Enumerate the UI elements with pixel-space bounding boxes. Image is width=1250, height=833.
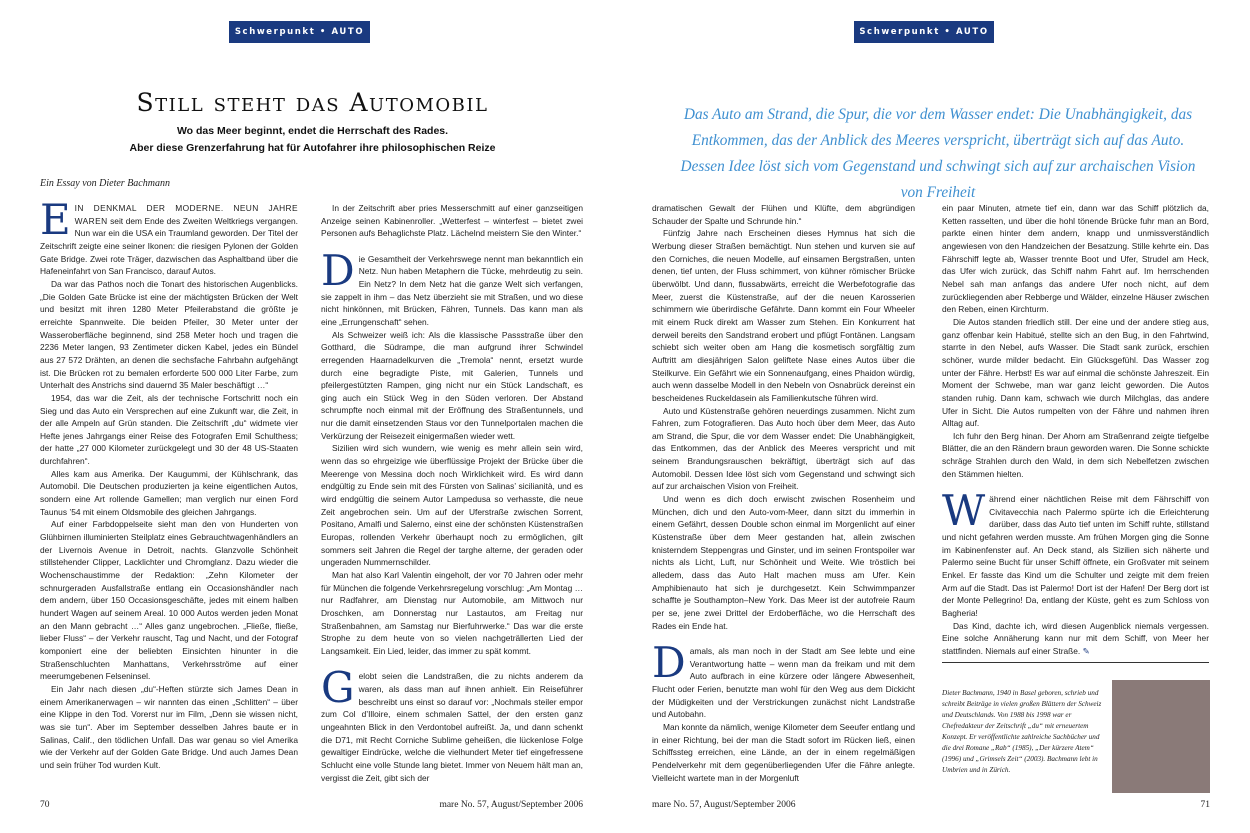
subtitle-line-1: Wo das Meer beginnt, endet die Herrschaft des Rades. — [176, 125, 449, 137]
paragraph: Ein Jahr nach diesen „du“-Heften stürzte sich James Dean in einem Amerikanerwagen – wir nannten das einen „Schlitten“ – über eine Klippe in den Tod. Vorerst nur im Film, „Denn sie wissen nicht, was sie tun“. Aber im September desselben Jahres baute er in Salinas, Calif., den tödlichen Unfall. Das war genau so viel Amerika wie der Verkehr auf der Golden Gate Bridge. Und auch James Dean und sein früher Tod wurden Kult. — [40, 683, 298, 770]
text-column-2 — [321, 202, 583, 783]
bio-divider — [942, 662, 1209, 663]
drop-cap: G — [321, 663, 355, 713]
page-number: 71 — [1200, 800, 1210, 810]
paragraph: 1954, das war die Zeit, als der technische Fortschritt noch ein Sieg und das Auto ein Versprechen auf eine Zukunft war, die Zeit, in der alle Ampeln auf Grün standen. Die Zeitschrift „du“ widmete vier Hefte jenes Jahrgangs einer Reise des Fotografen Emil Schulthess; der hatte „27 000 Kilometer zurückgelegt und 30 der 48 US-Staaten durchfahren“. — [40, 392, 298, 467]
drop-cap: W — [942, 486, 986, 536]
section-badge: Schwerpunkt • AUTO — [854, 21, 994, 43]
issue-line: mare No. 57, August/September 2006 — [439, 800, 583, 810]
paragraph: Damals, als man noch in der Stadt am See lebte und eine Verantwortung hatte – wenn man da freikam und mit dem Auto aufbrach in eine kürzere oder längere Abwesenheit, Flucht oder Ferien, benutzte man wohl für den Weg aus dem Dickicht der Müdigkeiten und der Verstrickungen zunächst nicht Landstraße und Autobahn. — [652, 637, 915, 720]
paragraph: Auto und Küstenstraße gehören neuerdings zusammen. Nicht zum Fahren, zum Fotografieren. Das Auto hoch über dem Meer, das Auto am Strand, die Spur, die vor dem Wasser endet: Die Unabhängigkeit, das Entkommen, das der Anblick des Meeres verspricht und mit seinem Brandungsrauschen bekräftigt, überträgt sich auf das Automobil. Dessen Idee löst sich vom Gegenstand und schwingt sich auf zur archaischen Vision von Freiheit. — [652, 405, 915, 492]
paragraph: In der Zeitschrift aber pries Messerschmitt auf einer ganzseitigen Anzeige seinen Kabinenroller. „Wetterfest – winterfest – bietet zwei Personen aufs Behaglichste Platz. Lächelnd meistern Sie den Winter.“ — [321, 203, 583, 239]
paragraph: Auf einer Farbdoppelseite sieht man den von Hunderten von Glühbirnen illuminierten Steilplatz eines Gebrauchtwagenhändlers an der Livernois Avenue in Detroit, nachts. Glanzvolle Schönheit stillstehender Clipper, Lacklichter und Chromglanz. Dazu wieder die Wochenschaustimme der Redaktion: „Zehn Kilometer der schnurgeraden Ausfallstraße entlang ein Occasionshändler nach dem andern, über 150 Occasionsgeschäfte, jedes mit einem halben hundert Wagen auf seinem Areal. 10 000 Autos werden jeden Monat an den Mann gebracht …“ Alles ganz ungebrochen. „Fließe, fließe, lieber Fluss“ – der Verkehr rauscht, Tag und Nacht, und der Fotograf komponiert eine der beliebten Einsichten hinunter in die Straßenschluchten Manhattans, Verkehrsströme auf einer meerumgebenen Felseninsel. — [40, 519, 298, 682]
paragraph: Als Schweizer weiß ich: Als die klassische Passstraße über den Gotthard, die Südrampe, die man aufgrund ihrer Schwindel erregenden Haarnadelkurven die „Tremola“ nennt, ersetzt wurde durch eine begradigte Piste, mit Galerien, Tunnels und pfeilergestützten Rampen, ging nicht nur ein Stück Landschaft, es ging auch ein Stück Weg in den Süden verloren. Der Abstand schrumpfte noch einmal mit der Eröffnung des Straßentunnels, und nur die damit einsetzenden Staus vor den Tunnelportalen machen die Verkürzung der Reisezeit einigermaßen wieder wett. — [321, 329, 583, 441]
pull-quote: Das Auto am Strand, die Spur, die vor dem Wasser endet: Die Unabhängigkeit, das Entkommen, das der Anblick des Meeres verspricht, überträgt sich auf das Auto. Dessen Idee löst sich vom Gegenstand und schwingt sich auf zur archaischen Vision von Freiheit — [680, 106, 1196, 201]
paragraph: ein paar Minuten, atmete tief ein, dann war das Schiff plötzlich da, Ketten rasselten, und über die hohl tönende Brücke fuhr man an Bord, parkte einen hinter dem andern, knapp und unmissverständlich angewiesen von den Handzeichen der Besatzung. Stille kehrte ein. Das Fährschiff legte ab, Wasser trennte Boot und Ufer, Strudel am Heck, das Ufer wich zurück, das Schiff nahm Fahrt auf. Im herrschenden Nebel sah man anfangs das andere Ufer noch nicht, auf dem zurückliegenden aber Rebberge und Wälder, einzelne Häuser zwischen den Reben, einen Kirchturm. — [942, 203, 1209, 315]
paragraph: EIN DENKMAL DER MODERNE. NEUN JAHRE WAREN seit dem Ende des Zweiten Weltkriegs vergangen. Nun war ein die USA ein Traumland geworden. Der Titel der Zeitschrift zeigte eine seiner Ikonen: die riesigen Pylonen der Golden Gate Bridge. Zwei rote Träger, dazwischen das Asphaltband über die Hafeneinfahrt von San Francisco, darauf Autos. — [40, 195, 298, 277]
author-photo — [1112, 680, 1210, 793]
issue-line: mare No. 57, August/September 2006 — [652, 800, 796, 810]
paragraph: Die Gesamtheit der Verkehrswege nennt man bekanntlich ein Netz. Nun haben Metaphern die Tücke, mehrdeutig zu sein. Ein Netz? In dem Netz hat die ganze Welt sich verfangen, sie zappelt in ihm – das Netz überzieht sie mit Straßen, und wo diese nicht hinkönnen, mit Brücken, Fähren, Tunnels. Das kann man als eine „Errungenschaft“ sehen. — [321, 245, 583, 327]
text-column-3 — [652, 202, 915, 783]
drop-cap: E — [40, 195, 71, 244]
paragraph: Die Autos standen friedlich still. Der eine und der andere stieg aus, ganz offenbar kein Habitué, stellte sich an den Bug, in den Fahrtwind, starrte in den Nebel, aufs Wasser. Die Stadt sank zurück, erschien schöner, wurde milder bedacht. Ein Glücksgefühl. Das Wasser zog unter der Fähre. Herbst! Es war auf einmal die schönste Jahreszeit. Ein Moment der Schwebe, man war ganz leicht geworden. Die Autos standen ruhig. Dann kam, schwach wie durch Milchglas, das andere Ufer in Sicht. Die Autos rumpelten von der Fähre und nahmen ihren Alltag auf. — [942, 316, 1209, 429]
drop-cap: D — [652, 637, 686, 687]
paragraph: Da war das Pathos noch die Tonart des historischen Augenblicks. „Die Golden Gate Brücke ist eine der mächtigsten Brücken der Welt und besitzt mit ihren 1280 Meter Pfeilerabstand die größte je erreichte Spannweite. Die beiden Pfeiler, 30 Meter unter der Wasseroberfläche beginnend, sind 258 Meter hoch und tragen die 2236 Meter langen, 93 Zentimeter dicken Kabel, jedes ein Bündel aus 27 572 Drähten, an denen die sechsfache Fahrbahn aufgehängt ist. Die Brücken rot zu bemalen erforderte 500 000 Liter Farbe, zum Unterhalt des Anstrichs sind dauernd 35 Maler beschäftigt …“ — [40, 278, 298, 391]
article-title: Still steht das Automobil — [136, 88, 489, 117]
paragraph: Und wenn es dich doch erwischt zwischen Rosenheim und München, dich und den Auto-vom-Meer, dann sitzt du immerhin in einem Gefährt, dessen Double schon einmal im Morgenlicht auf einer Küstenstraße über dem Meer gestanden hat, allein zwischen knisterndem Steppengras und Ginster, und im seinen Frontspoiler war nichts als Licht, Luft, nur Schönheit und Weite. Wie tröstlich bei alledem, dass das Auto Halt machen muss am Ufer. Kein Amphibienauto hat sich je durchgesetzt. Kein Schwimmpanzer schaffte je Southampton–New York. Das Meer ist der autofreie Raum per se, jene zwei Drittel der Erdoberfläche, wo die Herrschaft des Rades ein Ende hat. — [652, 494, 915, 631]
paragraph: Während einer nächtlichen Reise mit dem Fährschiff von Civitavecchia nach Palermo spürte ich die Erleichterung darüber, dass das Auto tief unten im Schiff ruhte, stillstand und nicht gefahren werden musste. Am frühen Morgen ging die Sonne im Kabinenfenster auf. An Deck stand, als Sizilien sich näherte und Palermo seine Bucht für unser Schiff öffnete, ein Großvater mit seinem Enkel. Er fasste das Kind um die Schulter und zeigte mit dem freien Arm auf die Stadt. Das ist Palermo! Dort ist der Hafen! Der Berg dort ist der Monte Pellegrino! Da, entlang der Küste, geht es zum Schloss von Bagheria! — [942, 486, 1209, 618]
end-mark-icon: ✎ — [1082, 645, 1090, 656]
paragraph: Sizilien wird sich wundern, wie wenig es mehr allein sein wird, wenn das so ehrgeizige wie überflüssige Projekt der Brücke über die Meerenge von Messina doch noch Wirklichkeit wird. Es wird dann endgültig zu Ende sein mit des Fürsten von Salinas’ sicilianità, und es wird endgültig die seinem Autor Lampedusa so verhasste, die neue Zeit angebrochen sein. Um auf der Uferstraße zwischen Sorrent, Positano, Amalfi und Salerno, einst eine der schönsten Küstenstraßen Europas, rollenden Verkehr überhaupt noch zu ermöglichen, gilt sommers seit Jahren die Regel der targhe alterne, der geraden oder ungeraden Nummernschilder. — [321, 443, 583, 568]
article-subtitle — [40, 123, 585, 157]
byline: Ein Essay von Dieter Bachmann — [40, 178, 170, 189]
paragraph: dramatischen Gewalt der Flühen und Klüfte, dem abgründigen Schauder der Spalte und Schrunde hin.“ — [652, 203, 915, 226]
paragraph: Alles kam aus Amerika. Der Kaugummi, der Kühlschrank, das Automobil. Die Deutschen produzierten ja keine eigentlichen Autos, sondern eine Art rollende Gamellen; man verglich nur einen Ford Taunus ’54 mit einem Oldsmobile des gleichen Jahrgangs. — [40, 468, 298, 517]
right-page — [625, 0, 1250, 833]
author-bio: Dieter Bachmann, 1940 in Basel geboren, schrieb und schreibt Beiträge in vielen großen Blättern der Schweiz und Deutschlands. Von 1988 bis 1998 war er Chefredakteur der Zeitschrift „du“ mit erneuertem Konzept. Er veröffentlichte zahlreiche Sachbücher und die drei Romane „Rab“ (1985), „Der kürzere Atem“ (1996) und „Grimsels Zeit“ (2003). Bachmann lebt in Umbrien und in Zürich. — [942, 689, 1102, 774]
subtitle-line-2: Aber diese Grenzerfahrung hat für Autofahrer ihre philosophischen Reize — [129, 142, 496, 154]
paragraph: Fünfzig Jahre nach Erscheinen dieses Hymnus hat sich die Werbung dieser Straßen bemächtigt. Nun stehen und kurven sie auf den Corniches, die neuen Modelle, auf einsamen Bergstraßen, unten denen, tief unten, der Fluss schimmert, von kühner römischer Brücke überwölbt. Und dann, flussabwärts, erreicht die Werbefotografie das Meer, zuerst die Küstenstraße, auf der die neuen Karosserien schimmern wie überirdische Gefährte. Dann kommt ein Four Wheeler mit einem Ruck direkt am Wasser zum Stehen. Ein Konkurrent hat derweil bereits den Sandstrand erobert und pflügt Fontänen. Langsam schiebt sich weiter oben am Hang die kosmetisch sorgfältig zum Auftritt am diesjährigen Salon geliftete Nase eines Autos über die Steilkurve. Ein Gefährt wie ein Sonnenaufgang, eines Phaidon würdig, auch wenn dasselbe Modell in den Nebeln von Osnabrück dereinst ein bescheidenes Ruckeldasein als Familienkutsche führen wird. — [652, 228, 915, 403]
paragraph: Man konnte da nämlich, wenige Kilometer dem Seeufer entlang und in einer Richtung, bei der man die Stadt sofort im Rücken ließ, einen Schiffssteg erreichen, eine Lände, an der in einem regelmäßigen Pendelverkehr mit dem gegenüberliegenden Ufer die Fähre anlegte. Vielleicht wartete man in der Morgenluft — [652, 721, 915, 783]
section-badge: Schwerpunkt • AUTO — [229, 21, 370, 43]
drop-cap: D — [321, 245, 355, 295]
paragraph: Das Kind, dachte ich, wird diesen Augenblick niemals vergessen. Eine solche Annäherung kann nur mit dem Schiff, von Meer her stattfinden. Niemals auf einer Straße. ✎ — [942, 620, 1209, 656]
text-column-4 — [942, 202, 1209, 656]
text-column-1 — [40, 195, 298, 770]
page-number: 70 — [40, 800, 50, 810]
paragraph: Gelobt seien die Landstraßen, die zu nichts anderem da waren, als dass man auf ihnen anhielt. Ein Reiseführer beschreibt uns einst so darauf vor: „Nochmals steiler empor zum Col d’Illoire, einem schmalen Sattel, der den ersten ganz ungeahnten Blick in den Verdontobel aufreißt. Ja, und dann schenkt die D71, mit Recht Corniche Sublime geheißen, die lückenlose Folge gewaltiger Eindrücke, welche die vielhundert Meter tief eingefressene Schlucht eine volle Stunde lang bietet. Immer von Neuem hält man an, vergisst die Zeit, gibt sich der — [321, 663, 583, 783]
paragraph: Man hat also Karl Valentin eingeholt, der vor 70 Jahren oder mehr für München die folgende Verkehrsregelung vorschlug: „Am Montag … nur Radfahrer, am Dienstag nur Automobile, am Mittwoch nur Droschken, am Donnerstag nur Lastautos, am Freitag nur Straßenbahnen, am Samstag nur Bierfuhrwerke.“ Das war die erste Strophe zu dem heute von so vielen nachgeträllerten Lied der Langsamkeit. Ein Lied, leider, das immer zu spät kommt. — [321, 570, 583, 656]
paragraph: Ich fuhr den Berg hinan. Der Ahorn am Straßenrand zeigte tiefgelbe Blätter, die an den Rändern braun geworden waren. Die Sonne schickte schräge Strahlen durch den Wald, in dem sich Nebelfetzen zwischen den Stämmen hielten. — [942, 430, 1209, 479]
